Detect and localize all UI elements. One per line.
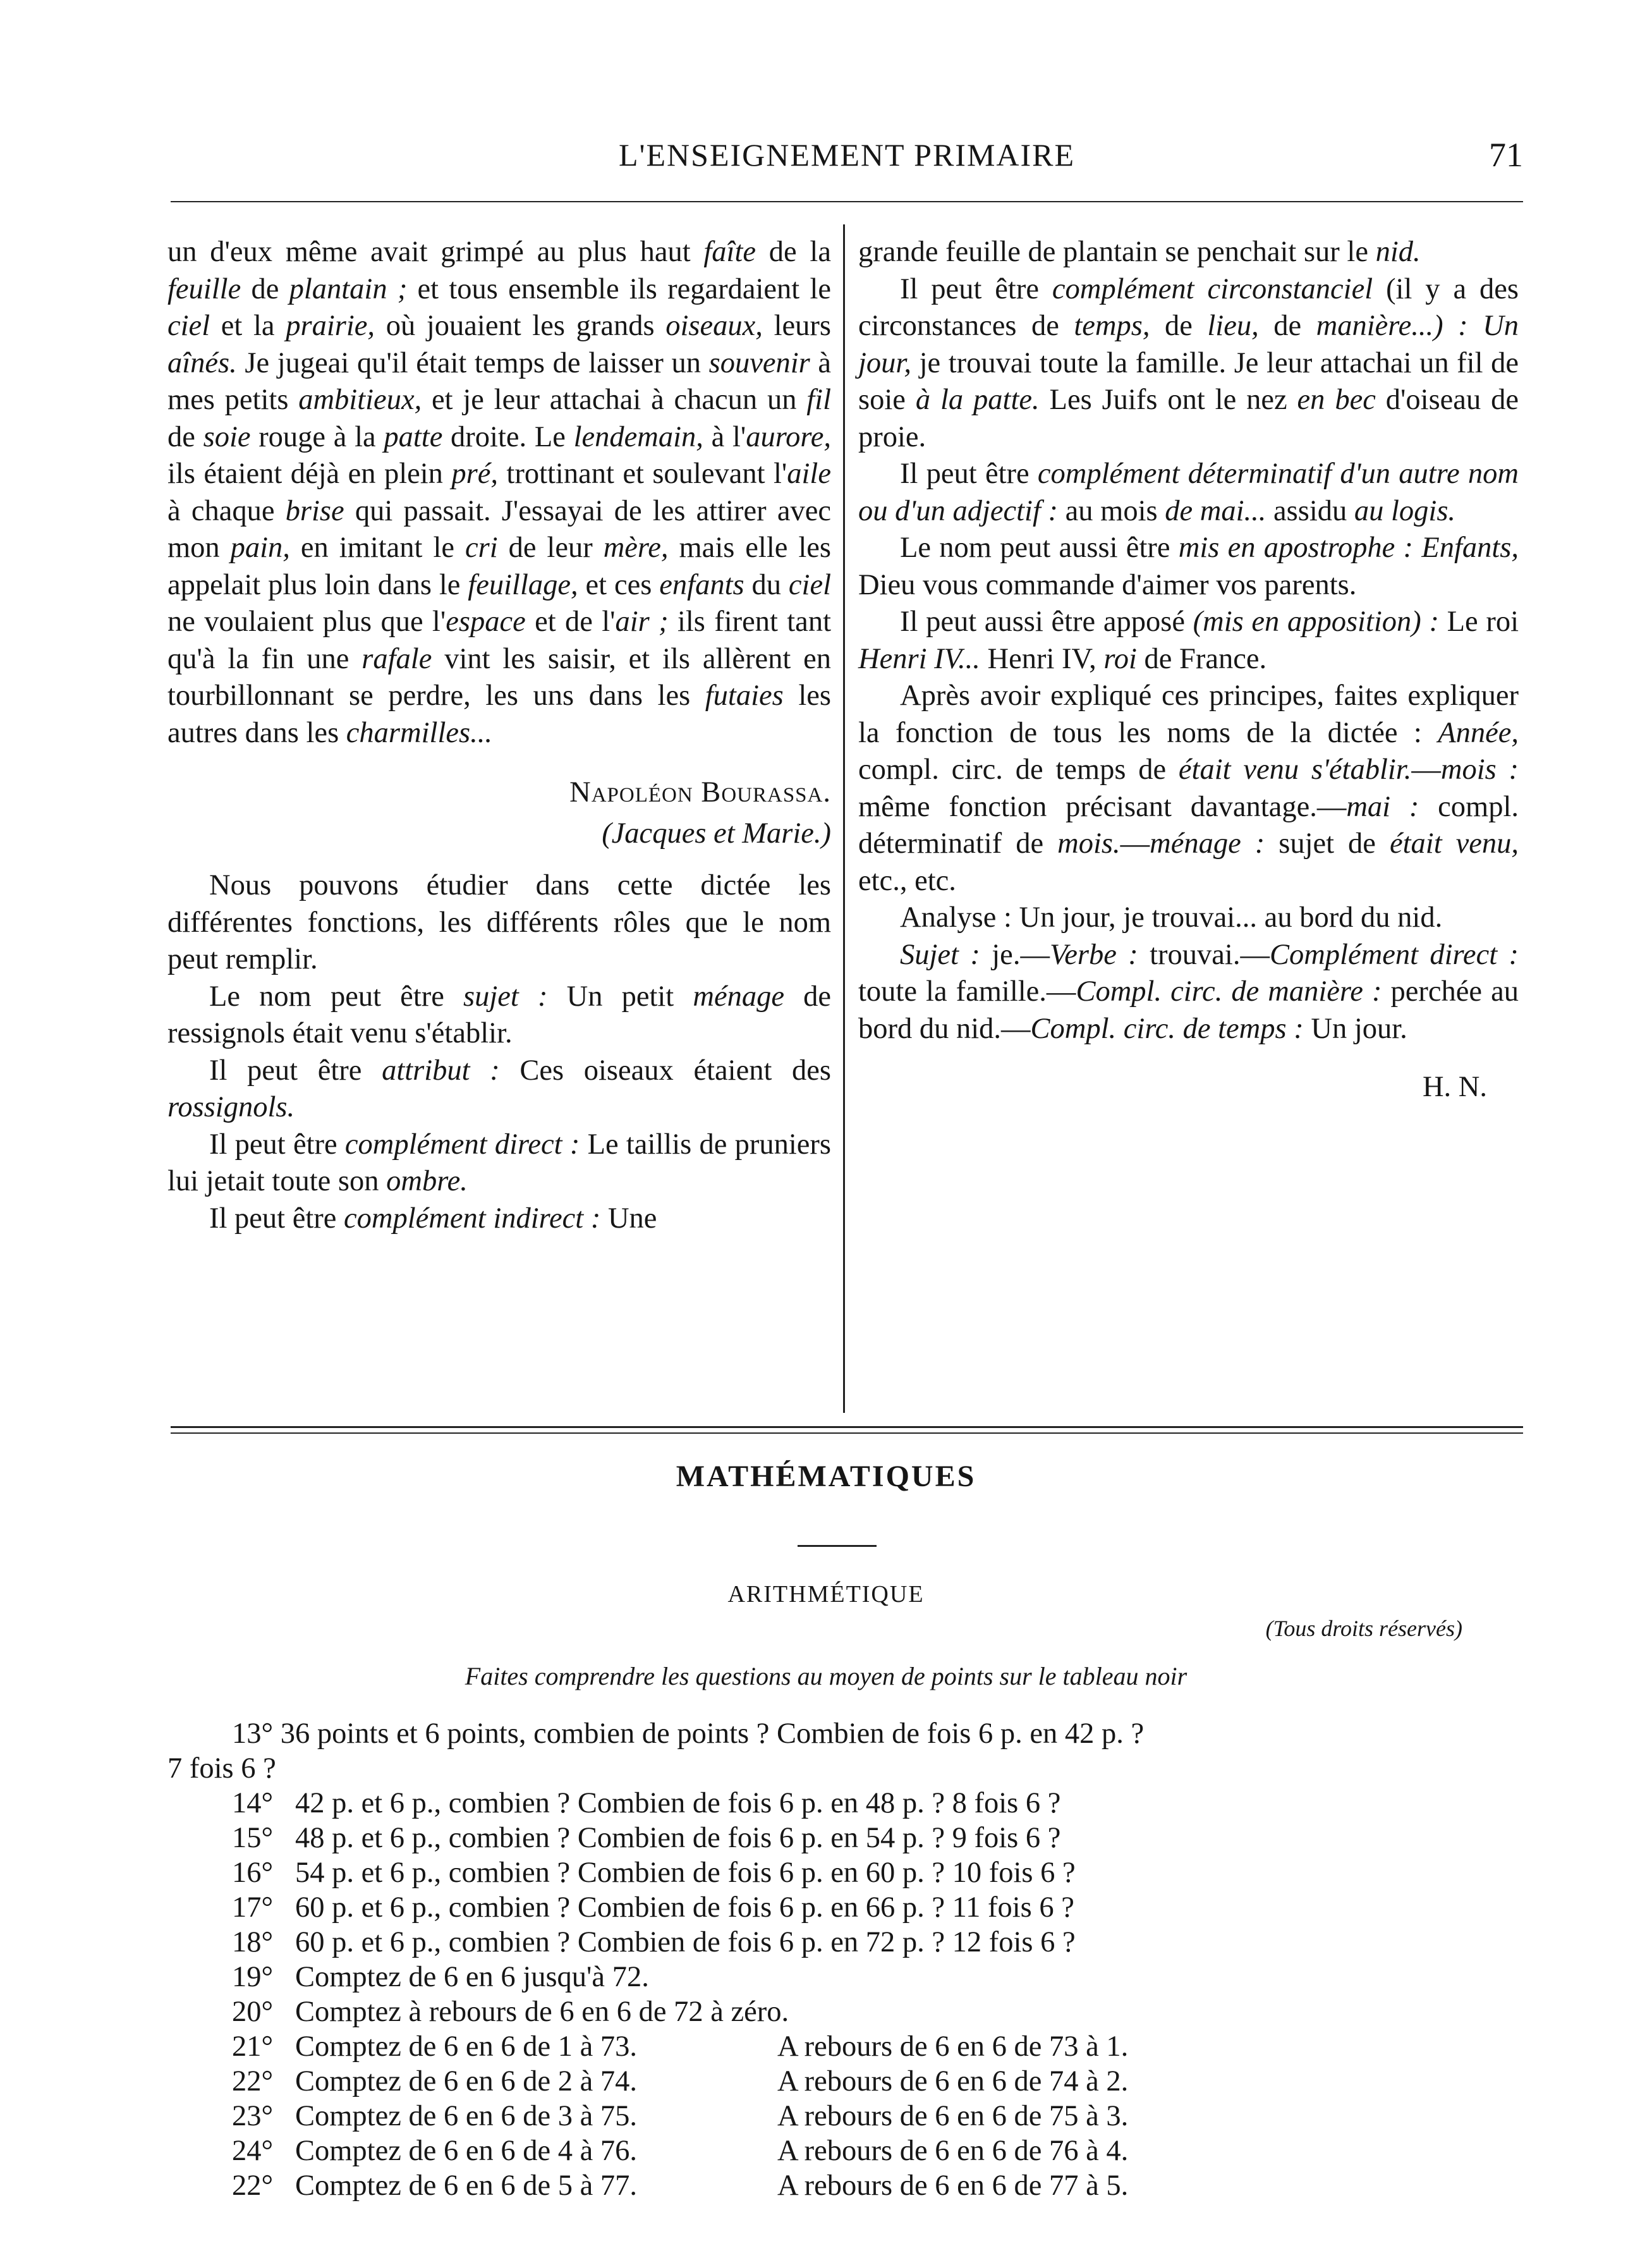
italic-run: rossignols. — [167, 1091, 295, 1123]
text-run: Un petit — [547, 980, 693, 1013]
paragraph — [167, 1200, 831, 1238]
text-run: rouge à la — [250, 420, 384, 453]
paragraph — [858, 678, 1519, 900]
exercise-item — [167, 2168, 1520, 2203]
text-run: Il peut être — [209, 1054, 382, 1087]
text-run: trottinant et soulevant l' — [497, 458, 787, 490]
text-run: droite. Le — [442, 420, 574, 453]
exercise-text: 60 p. et 6 p., combien ? Combien de fois 6 p. en 72 p. ? 12 fois 6 ? — [295, 1926, 1076, 1958]
text-run: compl. circ. de temps de — [858, 754, 1179, 786]
text-run: de la — [756, 236, 831, 268]
exercise-text: Comptez de 6 en 6 de 4 à 76. — [295, 2135, 638, 2167]
italic-run: Complément direct : — [1269, 938, 1519, 971]
italic-run: espace — [446, 606, 526, 638]
exercise-number: 19° — [232, 1961, 274, 1993]
text-run: Il peut être — [209, 1202, 344, 1235]
text-run: Il peut être — [209, 1128, 345, 1161]
exercise-text: Comptez à rebours de 6 en 6 de 72 à zéro. — [295, 1996, 789, 2028]
text-run: Henri IV, — [980, 642, 1104, 675]
exercise-reverse-text: A rebours de 6 en 6 de 77 à 5. — [777, 2170, 1129, 2202]
subsection-title: ARITHMÉTIQUE — [727, 1581, 925, 1608]
italic-run: patte — [384, 420, 443, 453]
exercise-number: 18° — [232, 1926, 274, 1958]
text-run: vint les saisir, et ils allèrent en tourbillonnant se perdre, les uns dans les — [167, 642, 832, 712]
text-run: Analyse : Un jour, je trouvai... au bord du nid. — [900, 901, 1443, 934]
text-run: Après avoir expliqué ces principes, faites expliquer la fonction de tous les noms de la dictée : — [858, 680, 1519, 749]
page-number: 71 — [1489, 136, 1523, 174]
source-citation: (Jacques et Marie.) — [602, 817, 831, 850]
text-run: où jouaient les grands — [375, 310, 666, 342]
italic-run: pain, — [230, 532, 290, 564]
exercise-number: 20° — [232, 1996, 274, 2028]
exercise-item — [167, 2099, 1520, 2134]
text-run: Un jour. — [1303, 1012, 1407, 1045]
exercise-number: 21° — [232, 2030, 274, 2063]
italic-run: Henri IV... — [858, 642, 980, 675]
text-run: ne voulaient plus que l' — [167, 606, 446, 638]
text-run: compl. déterminatif de — [858, 790, 1519, 860]
exercise-item — [167, 2029, 1520, 2064]
text-run: je.— — [980, 938, 1050, 971]
italic-run: prairie, — [286, 310, 375, 342]
italic-run: cri — [465, 532, 498, 564]
italic-run: temps, — [1074, 310, 1150, 342]
exercise-reverse-text: A rebours de 6 en 6 de 74 à 2. — [777, 2065, 1129, 2097]
text-run: ils firent tant qu'à la fin une — [167, 606, 831, 675]
exercise-reverse-text: A rebours de 6 en 6 de 76 à 4. — [777, 2135, 1129, 2167]
paragraph — [167, 1126, 831, 1200]
exercise-item — [167, 2064, 1520, 2099]
text-run: de ressignols était venu s'établir. — [167, 980, 832, 1049]
italic-run: complément déterminatif d'un autre nom ou d'un adjectif : — [858, 458, 1519, 527]
exercise-text: 42 p. et 6 p., combien ? Combien de fois 6 p. en 48 p. ? 8 fois 6 ? — [295, 1787, 1061, 1819]
exercise-number: 22° — [232, 2065, 274, 2097]
text-run: Le taillis de pruniers lui jetait toute son — [167, 1128, 831, 1197]
italic-run: feuillage, — [468, 568, 578, 601]
exercise-number: 17° — [232, 1891, 274, 1924]
column-divider — [843, 224, 845, 1413]
text-run: sujet de — [1265, 827, 1390, 860]
text-run — [1413, 532, 1421, 564]
italic-run: aile — [787, 458, 831, 490]
text-run: je trouvai toute la famille. Je leur attachai un fil de soie — [858, 346, 1519, 416]
text-run: d'oiseau de proie. — [858, 384, 1519, 453]
italic-run: nid. — [1375, 236, 1421, 268]
italic-run: fil — [806, 384, 831, 416]
italic-run: enfants — [659, 568, 744, 601]
exercise-item — [167, 1994, 1520, 2029]
paragraph — [167, 867, 831, 979]
title-rule — [798, 1545, 877, 1547]
text-run: (il y a des circonstances de — [858, 272, 1519, 342]
text-run: et de l' — [525, 606, 616, 638]
italic-run: ambitieux, — [298, 384, 422, 416]
exercise-number: 22° — [232, 2170, 274, 2202]
text-run: assidu — [1266, 494, 1354, 527]
text-run: et tous ensemble ils regardaient le — [407, 272, 831, 305]
italic-run: était venu s'établir. — [1178, 754, 1412, 786]
text-run: Les Juifs ont le nez — [1039, 384, 1297, 416]
text-run: qui passait. J'essayai de les attirer avec mon — [167, 494, 831, 564]
paragraph — [167, 1053, 831, 1126]
text-run: — — [1120, 827, 1150, 860]
exercise-item — [167, 1821, 1520, 1855]
running-header — [171, 133, 1523, 177]
text-run: même fonction précisant davantage.— — [858, 790, 1347, 823]
italic-run: mis en apostrophe : — [1178, 532, 1414, 564]
italic-run: futaies — [705, 680, 784, 712]
italic-run: manière...) : — [1316, 310, 1468, 342]
exercise-text: Comptez de 6 en 6 de 5 à 77. — [295, 2170, 638, 2202]
dictation-text — [167, 234, 831, 752]
italic-run: Année, — [1438, 716, 1519, 749]
text-run: de — [241, 272, 289, 305]
author-signature: Napoléon Bourassa. — [569, 776, 831, 809]
italic-run: oiseaux, — [665, 310, 763, 342]
text-run: de — [1258, 310, 1316, 342]
italic-run: de mai... — [1165, 494, 1266, 527]
paragraph — [858, 271, 1519, 456]
italic-run: au logis. — [1354, 494, 1456, 527]
italic-run: mai : — [1346, 790, 1419, 823]
exercise-item — [167, 1855, 1520, 1890]
section-title: MATHÉMATIQUES — [676, 1460, 976, 1493]
paragraph — [858, 234, 1519, 271]
text-run: Dieu vous commande d'aimer vos parents. — [858, 568, 1357, 601]
text-run: mais elle les appelait plus loin dans le — [167, 532, 832, 601]
italic-run: faîte — [703, 236, 756, 268]
italic-run: ciel — [167, 310, 210, 342]
text-run: Ces oiseaux étaient des — [499, 1054, 831, 1087]
text-run: etc., etc. — [858, 864, 956, 897]
text-run: trouvai.— — [1138, 938, 1270, 971]
italic-run: Compl. circ. de manière : — [1076, 975, 1382, 1008]
italic-run: lieu, — [1207, 310, 1259, 342]
text-run: Il peut aussi être apposé — [900, 606, 1193, 638]
paragraph — [858, 604, 1519, 678]
text-run: les autres dans les — [167, 680, 831, 749]
paragraph — [858, 456, 1519, 530]
section-rule — [171, 1432, 1523, 1434]
header-rule — [171, 201, 1523, 202]
italic-run: Verbe : — [1049, 938, 1138, 971]
text-run: à chaque — [167, 494, 286, 527]
text-run: perchée au bord du nid.— — [858, 975, 1519, 1045]
text-run: grande feuille de plantain se penchait sur le — [858, 236, 1376, 268]
exercise-rows — [167, 1786, 1520, 2203]
exercise-list — [167, 1716, 1520, 2203]
exercise-item — [167, 1890, 1520, 1925]
exercise-item — [167, 2134, 1520, 2168]
italic-run: feuille — [167, 272, 241, 305]
exercise-item — [167, 1716, 1520, 1751]
exercise-text: Comptez de 6 en 6 jusqu'à 72. — [295, 1961, 649, 1993]
italic-run: ombre. — [386, 1165, 468, 1197]
text-run: à mes petits — [167, 346, 832, 416]
italic-run: roi — [1103, 642, 1137, 675]
italic-run: Un jour, — [858, 310, 1519, 379]
italic-run: lendemain, — [573, 420, 703, 453]
section-rule — [171, 1426, 1523, 1428]
text-run: et ces — [578, 568, 660, 601]
italic-run: souvenir — [708, 346, 810, 379]
exercise-first-line: 13° 36 points et 6 points, combien de points ? Combien de fois 6 p. en 42 p. ? — [232, 1718, 1145, 1750]
paragraph — [167, 979, 831, 1053]
exercise-reverse-text: A rebours de 6 en 6 de 73 à 1. — [777, 2030, 1129, 2063]
text-run: au mois — [1058, 494, 1165, 527]
italic-run: aurore, — [746, 420, 832, 453]
text-run: et je leur attachai à chacun un — [422, 384, 807, 416]
text-run: Le nom peut aussi être — [900, 532, 1179, 564]
exercise-number: 15° — [232, 1822, 274, 1854]
right-column — [858, 234, 1519, 1106]
paragraph — [858, 530, 1519, 604]
italic-run: plantain ; — [289, 272, 408, 305]
italic-run: mois : — [1440, 754, 1519, 786]
text-run: un d'eux même avait grimpé au plus haut — [167, 236, 704, 268]
exercise-number: 24° — [232, 2135, 274, 2167]
exercise-continuation — [167, 1751, 1520, 1786]
exercise-reverse-text: A rebours de 6 en 6 de 75 à 3. — [777, 2100, 1129, 2132]
exercise-item — [167, 1786, 1520, 1821]
italic-run: complément circonstanciel — [1052, 272, 1373, 305]
running-title: L'ENSEIGNEMENT PRIMAIRE — [618, 137, 1076, 173]
italic-run: à la patte. — [915, 384, 1040, 416]
italic-run: complément indirect : — [344, 1202, 601, 1235]
text-run: Il peut être — [900, 272, 1052, 305]
text-run: de France. — [1136, 642, 1267, 675]
exercise-number: 23° — [232, 2100, 274, 2132]
author-initials: H. N. — [1422, 1071, 1487, 1103]
italic-run: en bec — [1297, 384, 1376, 416]
exercise-continuation-text: 7 fois 6 ? — [167, 1752, 276, 1785]
exercise-text: Comptez de 6 en 6 de 2 à 74. — [295, 2065, 638, 2097]
rights-notice: (Tous droits réservés) — [1265, 1616, 1462, 1641]
italic-run: mois. — [1057, 827, 1121, 860]
italic-run: était venu, — [1389, 827, 1519, 860]
italic-run: brise — [285, 494, 344, 527]
italic-run: soie — [203, 420, 251, 453]
italic-run: ciel — [788, 568, 832, 601]
text-run: Je jugeai qu'il était temps de laisser un — [236, 346, 709, 379]
exercise-text: 48 p. et 6 p., combien ? Combien de fois 6 p. en 54 p. ? 9 fois 6 ? — [295, 1822, 1061, 1854]
exercise-text: 54 p. et 6 p., combien ? Combien de fois 6 p. en 60 p. ? 10 fois 6 ? — [295, 1857, 1076, 1889]
text-run: Le roi — [1438, 606, 1519, 638]
text-run: leurs — [762, 310, 831, 342]
italic-run: charmilles... — [346, 716, 492, 749]
italic-run: Compl. circ. de temps : — [1030, 1012, 1304, 1045]
italic-run: sujet : — [463, 980, 548, 1013]
exercise-item — [167, 1925, 1520, 1960]
text-run: ils étaient déjà en plein — [167, 458, 452, 490]
text-run: Le nom peut être — [209, 980, 464, 1013]
italic-run: mère, — [603, 532, 669, 564]
italic-run: (mis en apposition) : — [1193, 606, 1439, 638]
text-run: Il peut être — [900, 458, 1038, 490]
text-run: en imitant le — [289, 532, 465, 564]
exercise-number: 14° — [232, 1787, 274, 1819]
text-run: et la — [210, 310, 286, 342]
italic-run: rafale — [361, 642, 432, 675]
text-run: de — [167, 420, 203, 453]
paragraph — [858, 900, 1519, 937]
italic-run: ménage : — [1150, 827, 1265, 860]
italic-run: ménage — [693, 980, 784, 1013]
text-run: toute la famille.— — [858, 975, 1076, 1008]
italic-run: aînés. — [167, 346, 237, 379]
text-run: Nous pouvons étudier dans cette dictée les différentes fonctions, les différents rôles que le nom peut remplir. — [167, 869, 831, 975]
italic-run: attribut : — [382, 1054, 500, 1087]
text-run: à l' — [703, 420, 746, 453]
exercise-text: 60 p. et 6 p., combien ? Combien de fois 6 p. en 66 p. ? 11 fois 6 ? — [295, 1891, 1074, 1924]
exercise-text: Comptez de 6 en 6 de 3 à 75. — [295, 2100, 638, 2132]
text-run: — — [1411, 754, 1441, 786]
exercise-text: Comptez de 6 en 6 de 1 à 73. — [295, 2030, 638, 2063]
text-run — [1468, 310, 1483, 342]
italic-run: Enfants, — [1421, 532, 1519, 564]
text-run: de leur — [497, 532, 604, 564]
instruction-line: Faites comprendre les questions au moyen de points sur le tableau noir — [465, 1662, 1187, 1690]
text-run: du — [744, 568, 789, 601]
italic-run: Sujet : — [900, 938, 980, 971]
italic-run: air ; — [615, 606, 669, 638]
italic-run: complément direct : — [344, 1128, 580, 1161]
exercise-item — [167, 1960, 1520, 1994]
text-run: Une — [600, 1202, 657, 1235]
paragraph — [858, 937, 1519, 1048]
text-run: de — [1150, 310, 1208, 342]
left-column — [167, 234, 831, 1237]
exercise-number: 16° — [232, 1857, 274, 1889]
italic-run: pré, — [451, 458, 498, 490]
